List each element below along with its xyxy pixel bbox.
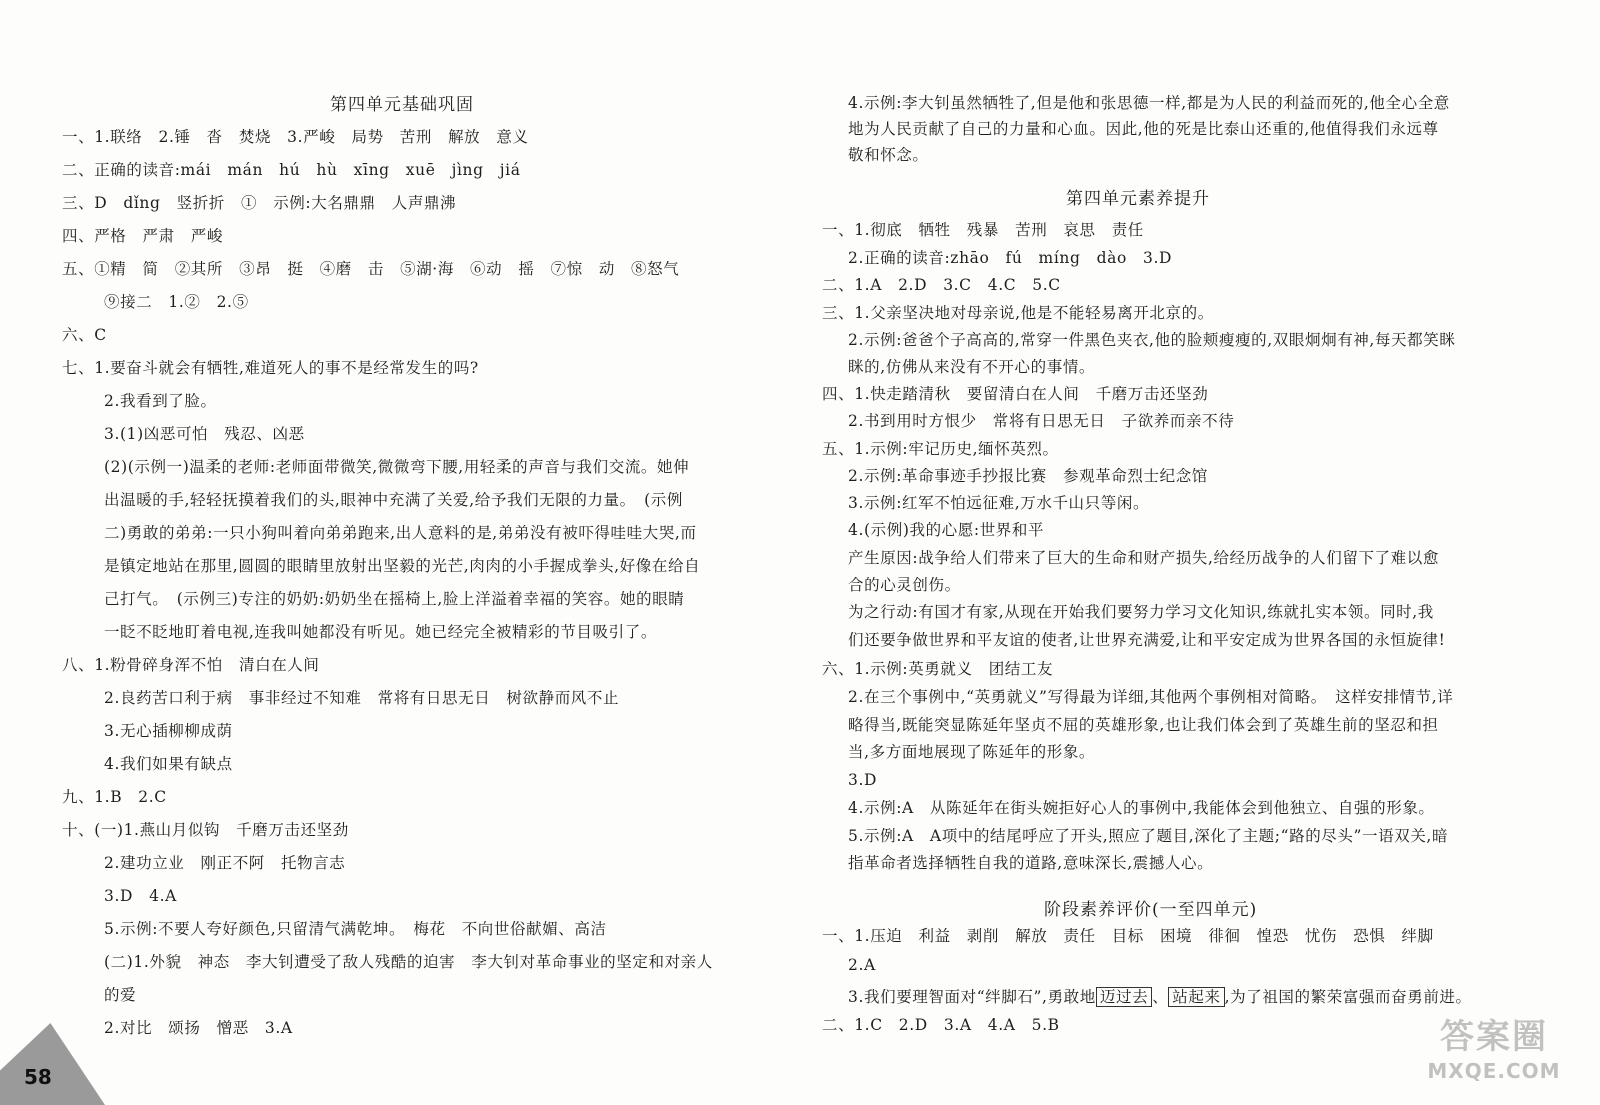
left-line-9: 2.我看到了脸。	[104, 392, 217, 410]
right-line-13: 产生原因:战争给人们带来了巨大的生命和财产损失,给经历战争的人们留下了难以愈	[848, 549, 1439, 567]
right-line-8: 2.书到用时方恨少 常将有日思无日 子欲养而亲不待	[848, 412, 1235, 430]
left-line-13: 二)勇敢的弟弟:一只小狗叫着向弟弟跑来,出人意料的是,弟弟没有被吓得哇哇大哭,而	[104, 524, 697, 542]
right-line-9: 五、1.示例:牢记历史,缅怀英烈。	[822, 440, 1059, 458]
left-line-6: ⑨接二 1.② 2.⑤	[104, 293, 249, 311]
page-number: 58	[24, 1065, 52, 1089]
watermark-url: MXQE.COM	[1427, 1059, 1561, 1083]
left-line-7: 六、C	[62, 326, 107, 344]
left-line-25: 5.示例:不要人夸好颜色,只留清气满乾坤。 梅花 不向世俗献媚、高洁	[104, 920, 607, 938]
right-line-12: 4.(示例)我的心愿:世界和平	[848, 521, 1045, 539]
right-intro-line-3: 敬和怀念。	[848, 146, 929, 164]
right-line-10: 2.示例:革命事迹手抄报比赛 参观革命烈士纪念馆	[848, 467, 1208, 485]
right-line-16: 们还要争做世界和平友谊的使者,让世界充满爱,让和平安定成为世界各国的永恒旋律!	[848, 631, 1446, 649]
right-line-28: 二、1.C 2.D 3.A 4.A 5.B	[822, 1016, 1060, 1034]
right-line-15: 为之行动:有国才有家,从现在开始我们要努力学习文化知识,练就扎实本领。同时,我	[848, 603, 1434, 621]
left-line-20: 4.我们如果有缺点	[104, 755, 233, 773]
boxed-answer-1: 迈过去	[1096, 987, 1152, 1007]
right-line-21: 3.D	[848, 771, 878, 789]
right-line-5: 2.示例:爸爸个子高高的,常穿一件黑色夹衣,他的脸颊瘦瘦的,双眼炯炯有神,每天都笑眯	[848, 331, 1456, 349]
right-line-1: 一、1.彻底 牺牲 残暴 苦刑 哀思 责任	[822, 221, 1144, 239]
right-line-27	[848, 986, 1472, 1008]
right-line-2: 2.正确的读音:zhāo fú míng dào 3.D	[848, 249, 1173, 267]
left-line-12: 出温暖的手,轻轻抚摸着我们的头,眼神中充满了关爱,给予我们无限的力量。 (示例	[104, 491, 683, 509]
left-line-18: 2.良药苦口利于病 事非经过不知难 常将有日思无日 树欲静而风不止	[104, 689, 620, 707]
left-line-10: 3.(1)凶恶可怕 残忍、凶恶	[104, 425, 305, 443]
left-line-27: 的爱	[104, 986, 137, 1004]
left-line-14: 是镇定地站在那里,圆圆的眼睛里放射出坚毅的光芒,肉肉的小手握成拳头,好像在给自	[104, 557, 701, 575]
left-line-15: 己打气。 (示例三)专注的奶奶:奶奶坐在摇椅上,脸上洋溢着幸福的笑容。她的眼睛	[104, 590, 685, 608]
watermark-main-text: 答案圈	[1440, 1017, 1548, 1057]
right-line-20: 当,多方面地展现了陈延年的形象。	[848, 743, 1096, 761]
left-line-2: 二、正确的读音:mái mán hú hù xīng xuē jìng jiá	[62, 161, 521, 179]
page-corner-decoration	[0, 1023, 105, 1105]
left-line-8: 七、1.要奋斗就会有牺牲,难道死人的事不是经常发生的吗?	[62, 359, 479, 377]
left-section-title: 第四单元基础巩固	[330, 95, 474, 115]
left-line-17: 八、1.粉骨碎身浑不怕 清白在人间	[62, 656, 320, 674]
left-line-4: 四、严格 严肃 严峻	[62, 227, 224, 245]
boxed-line-after: ,为了祖国的繁荣富强而奋勇前进。	[1224, 988, 1472, 1006]
right-line-23: 5.示例:A A项中的结尾呼应了开头,照应了题目,深化了主题;“路的尽头”一语双关,暗	[848, 827, 1449, 845]
left-line-16: 一眨不眨地盯着电视,连我叫她都没有听见。她已经完全被精彩的节目吸引了。	[104, 623, 657, 641]
left-line-24: 3.D 4.A	[104, 887, 177, 905]
left-line-1: 一、1.联络 2.锤 沓 焚烧 3.严峻 局势 苦刑 解放 意义	[62, 128, 529, 146]
left-line-28: 2.对比 颂扬 憎恶 3.A	[104, 1019, 293, 1037]
right-line-26: 2.A	[848, 956, 876, 974]
left-line-21: 九、1.B 2.C	[62, 788, 167, 806]
right-line-14: 合的心灵创伤。	[848, 576, 961, 594]
right-line-19: 略得当,既能突显陈延年坚贞不屈的英雄形象,也让我们体会到了英雄生前的坚忍和担	[848, 716, 1439, 734]
left-line-5: 五、①精 简 ②其所 ③昂 挺 ④磨 击 ⑤湖·海 ⑥动 摇 ⑦惊 动 ⑧怒气	[62, 260, 680, 278]
left-line-3: 三、D dǐng 竖折折 ① 示例:大名鼎鼎 人声鼎沸	[62, 194, 457, 212]
right-line-25: 一、1.压迫 利益 剥削 解放 责任 目标 困境 徘徊 惶恐 忧伤 恐惧 绊脚	[822, 927, 1434, 945]
right-line-11: 3.示例:红军不怕远征难,万水千山只等闲。	[848, 494, 1150, 512]
right-line-4: 三、1.父亲坚决地对母亲说,他是不能轻易离开北京的。	[822, 304, 1214, 322]
right-intro-line-1: 4.示例:李大钊虽然牺牲了,但是他和张思德一样,都是为人民的利益而死的,他全心全意	[848, 94, 1450, 112]
right-line-7: 四、1.快走踏清秋 要留清白在人间 千磨万击还坚劲	[822, 385, 1209, 403]
right-line-17: 六、1.示例:英勇就义 团结工友	[822, 660, 1054, 678]
boxed-line-before: 3.我们要理智面对“绊脚石”,勇敢地	[848, 988, 1096, 1006]
left-line-11: (2)(示例一)温柔的老师:老师面带微笑,微微弯下腰,用轻柔的声音与我们交流。她伸	[104, 458, 690, 476]
right-line-6: 眯的,仿佛从来没有不开心的事情。	[848, 358, 1096, 376]
right-section-title-2: 阶段素养评价(一至四单元)	[1044, 900, 1258, 920]
right-line-18: 2.在三个事例中,“英勇就义”写得最为详细,其他两个事例相对简略。 这样安排情节,详	[848, 688, 1454, 706]
left-line-19: 3.无心插柳柳成荫	[104, 722, 233, 740]
watermark-logo	[1424, 1015, 1564, 1099]
boxed-line-mid: 、	[1152, 988, 1169, 1006]
right-intro-line-2: 地为人民贡献了自己的力量和心血。因此,他的死是比泰山还重的,他值得我们永远尊	[848, 120, 1439, 138]
left-line-22: 十、(一)1.燕山月似钩 千磨万击还坚劲	[62, 821, 349, 839]
left-line-23: 2.建功立业 刚正不阿 托物言志	[104, 854, 346, 872]
right-line-24: 指革命者选择牺牲自我的道路,意味深长,震撼人心。	[848, 854, 1214, 872]
boxed-answer-2: 站起来	[1168, 987, 1224, 1007]
right-line-3: 二、1.A 2.D 3.C 4.C 5.C	[822, 276, 1061, 294]
right-section-title-1: 第四单元素养提升	[1066, 189, 1210, 209]
left-line-26: (二)1.外貌 神态 李大钊遭受了敌人残酷的迫害 李大钊对革命事业的坚定和对亲人	[104, 953, 713, 971]
right-line-22: 4.示例:A 从陈延年在街头婉拒好心人的事例中,我能体会到他独立、自强的形象。	[848, 799, 1435, 817]
